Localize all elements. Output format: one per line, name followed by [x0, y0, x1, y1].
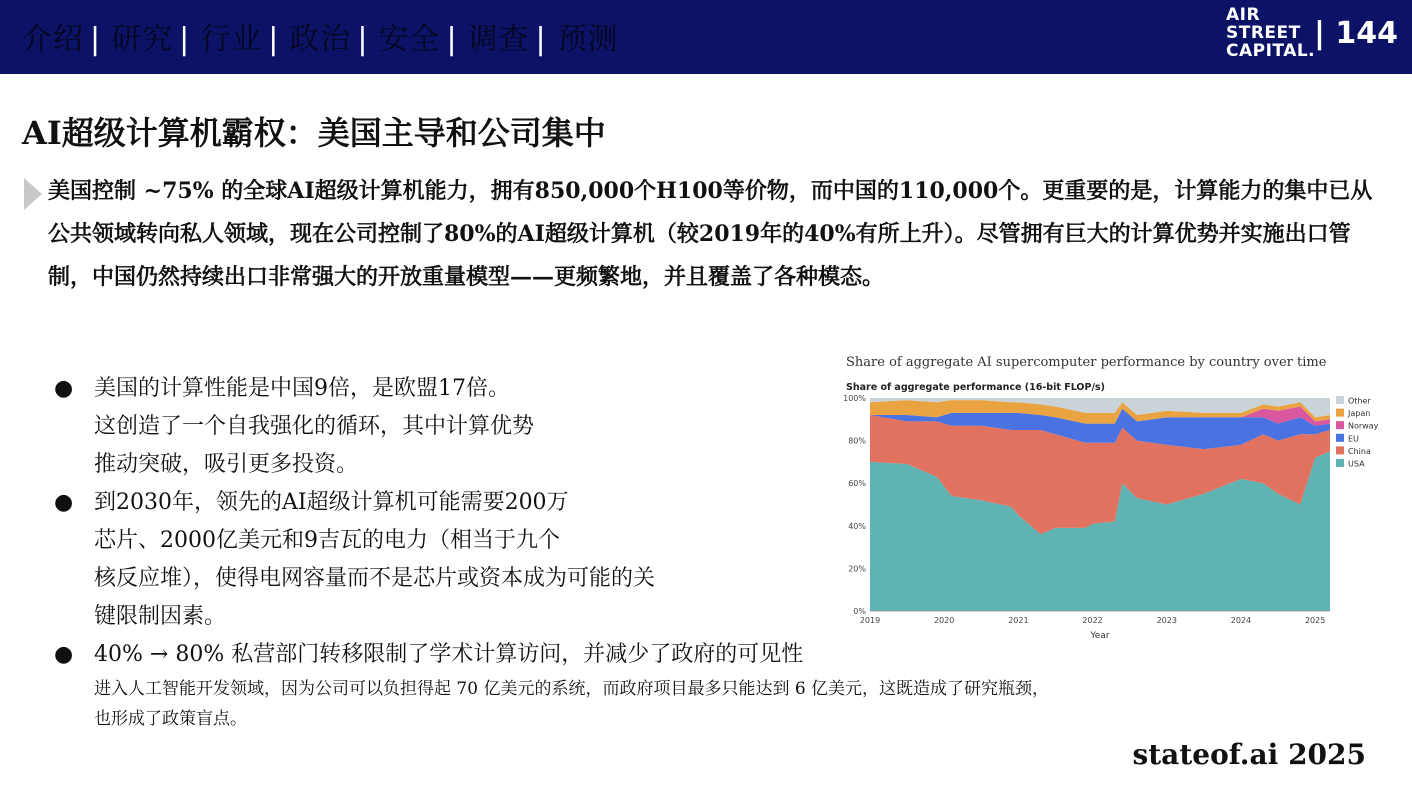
- lead-paragraph: 美国控制 ~75% 的全球AI超级计算机能力，拥有850,000个H100等价物，而中国的110,000个。更重要的是，计算能力的集中已从公共领域转向私人领域，现在公司控制了80%的AI超级计算机（较2019年的40%有所上升）。尽管拥有巨大的计算优势并实施出口管制，中国仍然持续出口非常强大的开放重量模型——更频繁地，并且覆盖了各种模态。: [48, 178, 1373, 290]
- nav-item-4[interactable]: 安全: [378, 22, 441, 57]
- nav-item-2[interactable]: 行业: [200, 22, 263, 57]
- legend-swatch-eu: [1336, 434, 1344, 442]
- top-bar: [0, 0, 1412, 74]
- legend-label-japan: Japan: [1348, 409, 1371, 419]
- nav-item-0[interactable]: 介绍: [22, 22, 84, 57]
- y-tick-label: 100%: [843, 394, 866, 403]
- logo-line: AIR: [1226, 5, 1261, 25]
- legend-label-other: Other: [1348, 396, 1371, 406]
- nav-separator: |: [179, 22, 191, 57]
- nav-separator: |: [90, 22, 102, 57]
- legend-swatch-usa: [1336, 459, 1344, 467]
- nav-item-3[interactable]: 政治: [289, 22, 352, 57]
- nav-separator: |: [535, 22, 547, 57]
- bullet-subline: 进入人工智能开发领域，因为公司可以负担得起 70 亿美元的系统，而政府项目最多只能达到 6 亿美元，这既造成了研究瓶颈，: [94, 679, 1050, 699]
- area-chart-svg: [840, 348, 1400, 648]
- air-street-capital-logo: [1226, 6, 1315, 60]
- y-tick-label: 60%: [848, 479, 866, 489]
- country-share-chart: [840, 348, 1400, 648]
- y-tick-label: 20%: [848, 564, 866, 574]
- legend-label-usa: USA: [1348, 459, 1365, 469]
- chart-title: Share of aggregate AI supercomputer performance by country over time: [846, 355, 1327, 370]
- nav-item-6[interactable]: 预测: [556, 22, 619, 57]
- chart-subtitle: Share of aggregate performance (16-bit FLOP/s): [846, 382, 1105, 393]
- nav-item-1[interactable]: 研究: [111, 22, 174, 57]
- bullet-dot-icon: ●: [54, 376, 74, 401]
- bullet-line: 推动突破，吸引更多投资。: [94, 452, 359, 477]
- legend-swatch-norway: [1336, 421, 1344, 429]
- x-tick-label: 2023: [1156, 616, 1177, 625]
- legend-swatch-japan: [1336, 409, 1344, 417]
- bullet-arrow-icon: [24, 178, 42, 210]
- nav-separator: |: [268, 22, 280, 57]
- x-tick-label: 2021: [1008, 616, 1029, 625]
- legend-swatch-china: [1336, 446, 1344, 454]
- section-nav: [22, 14, 619, 58]
- bullet-subline: 也形成了政策盲点。: [94, 709, 247, 729]
- bullet-line: 这创造了一个自我强化的循环，其中计算优势: [94, 414, 535, 439]
- bullet-item: [54, 636, 1049, 734]
- x-tick-label: 2022: [1082, 616, 1103, 625]
- legend-label-norway: Norway: [1348, 421, 1379, 431]
- x-axis-label: Year: [1090, 631, 1110, 641]
- footer-source: stateof.ai 2025: [1132, 738, 1366, 771]
- bullet-line: 美国的计算性能是中国9倍，是欧盟17倍。: [94, 376, 510, 401]
- x-tick-label: 2024: [1230, 616, 1252, 625]
- bullet-line: 核反应堆），使得电网容量而不是芯片或资本成为可能的关: [94, 566, 656, 591]
- legend-label-china: China: [1348, 446, 1371, 456]
- bullet-line: 键限制因素。: [94, 604, 227, 629]
- y-tick-label: 80%: [848, 436, 866, 446]
- legend-label-eu: EU: [1348, 434, 1359, 444]
- bullet-dot-icon: ●: [54, 642, 74, 667]
- y-tick-label: 0%: [853, 607, 866, 616]
- nav-separator: |: [357, 22, 369, 57]
- page-number: | 144: [1314, 16, 1399, 51]
- y-tick-label: 40%: [848, 521, 866, 531]
- bullet-line: 芯片、2000亿美元和9吉瓦的电力（相当于九个: [94, 528, 560, 553]
- nav-separator: |: [446, 22, 458, 57]
- bullet-dot-icon: ●: [54, 490, 74, 515]
- legend-swatch-other: [1336, 396, 1344, 404]
- x-tick-label: 2019: [859, 616, 881, 625]
- bullet-line: 40% → 80% 私营部门转移限制了学术计算访问，并减少了政府的可见性: [94, 642, 804, 667]
- bullet-line: 到2030年，领先的AI超级计算机可能需要200万: [94, 490, 569, 515]
- x-tick-label: 2020: [934, 616, 955, 625]
- slide-title: AI超级计算机霸权：美国主导和公司集中: [22, 114, 606, 152]
- x-tick-label: 2025: [1304, 616, 1326, 625]
- nav-item-5[interactable]: 调查: [467, 22, 530, 57]
- logo-line: CAPITAL.: [1226, 41, 1316, 61]
- logo-line: STREET: [1226, 23, 1301, 43]
